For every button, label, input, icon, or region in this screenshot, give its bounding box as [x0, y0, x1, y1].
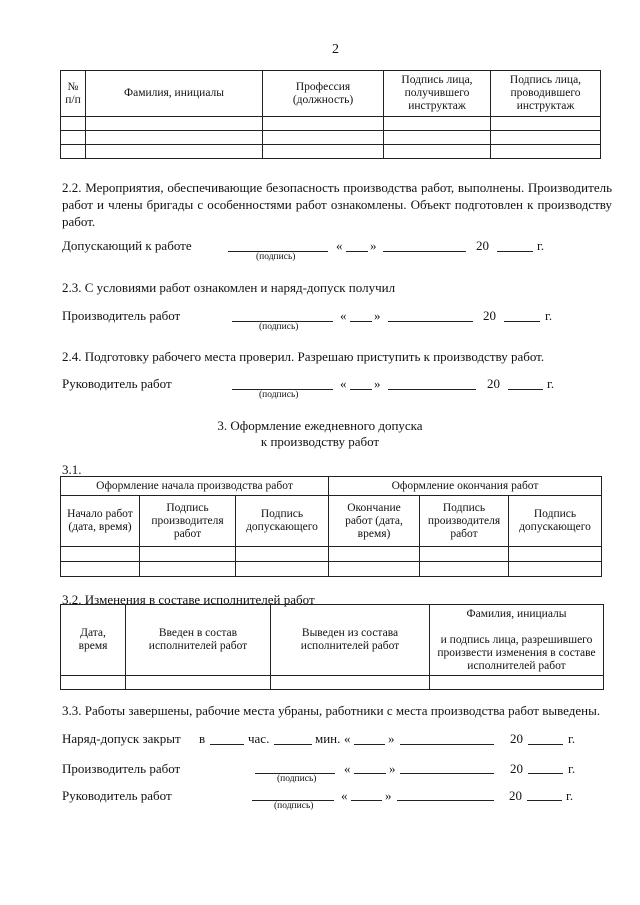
- quote-close: »: [385, 788, 392, 803]
- start-admitter-sign-header: Подпись допускающего: [236, 496, 329, 547]
- year-suffix: г.: [566, 788, 574, 803]
- month-field[interactable]: [400, 744, 494, 745]
- signature-caption: (подпись): [274, 801, 314, 811]
- month-field[interactable]: [400, 773, 494, 774]
- year-field[interactable]: [528, 744, 563, 745]
- signature-caption: (подпись): [277, 774, 317, 784]
- col-conducted-sign-header: Подпись лица, проводившего инструктаж: [491, 71, 601, 117]
- closed-label: Наряд-допуск закрыт: [62, 731, 181, 746]
- manager-label: Руководитель работ: [62, 376, 172, 391]
- quote-open: «: [340, 376, 347, 391]
- section-3-2-title: 3.2. Изменения в составе исполнителей работ: [62, 592, 315, 607]
- year-prefix: 20: [487, 376, 500, 391]
- end-group-header: Оформление окончания работ: [329, 477, 602, 496]
- section-2-4-text: 2.4. Подготовку рабочего места проверил. Разрешаю приступить к производству работ.: [62, 349, 545, 364]
- table-row: [61, 676, 604, 690]
- authorizer-header: Фамилия, инициалы и подпись лица, разрешившего произвести изменения в составе исполнителей работ: [430, 605, 604, 676]
- quote-close: »: [388, 731, 395, 746]
- quote-open: «: [344, 731, 351, 746]
- section-3-3-text: 3.3. Работы завершены, рабочие места убраны, работники с места производства работ выведены.: [62, 703, 601, 718]
- final-producer-label: Производитель работ: [62, 761, 181, 776]
- quote-close: »: [374, 376, 381, 391]
- signature-caption: (подпись): [259, 390, 299, 400]
- table-row: [61, 117, 601, 131]
- col-name-header: Фамилия, инициалы: [86, 71, 263, 117]
- signature-caption: (подпись): [259, 322, 299, 332]
- hours-label: час.: [248, 731, 270, 746]
- admitter-label: Допускающий к работе: [62, 238, 192, 253]
- year-prefix: 20: [483, 308, 496, 323]
- day-field[interactable]: [354, 744, 385, 745]
- producer-label: Производитель работ: [62, 308, 181, 323]
- end-producer-sign-header: Подпись производителя работ: [420, 496, 509, 547]
- day-field[interactable]: [350, 321, 372, 322]
- year-suffix: г.: [537, 238, 545, 253]
- added-header: Введен в состав исполнителей работ: [126, 605, 271, 676]
- year-field[interactable]: [527, 800, 562, 801]
- table-row: [61, 131, 601, 145]
- quote-close: »: [389, 761, 396, 776]
- year-prefix: 20: [510, 761, 523, 776]
- day-field[interactable]: [346, 251, 368, 252]
- day-field[interactable]: [351, 800, 382, 801]
- signature-caption: (подпись): [256, 252, 296, 262]
- change-datetime-header: Дата, время: [61, 605, 126, 676]
- quote-open: «: [336, 238, 343, 253]
- removed-header: Выведен из состава исполнителей работ: [271, 605, 430, 676]
- year-field[interactable]: [497, 251, 533, 252]
- end-datetime-header: Окончание работ (дата, время): [329, 496, 420, 547]
- year-field[interactable]: [504, 321, 540, 322]
- section-3-1-number: 3.1.: [62, 462, 82, 477]
- quote-open: «: [340, 308, 347, 323]
- year-prefix: 20: [510, 731, 523, 746]
- page-number: 2: [332, 42, 339, 57]
- year-suffix: г.: [568, 761, 576, 776]
- quote-open: «: [344, 761, 351, 776]
- year-field[interactable]: [508, 389, 543, 390]
- minutes-field[interactable]: [274, 744, 312, 745]
- day-field[interactable]: [350, 389, 372, 390]
- table-row: [61, 145, 601, 159]
- year-prefix: 20: [476, 238, 489, 253]
- quote-close: »: [374, 308, 381, 323]
- col-profession-header: Профессия (должность): [263, 71, 384, 117]
- table-row: [61, 547, 602, 562]
- day-field[interactable]: [354, 773, 386, 774]
- col-number-header: № п/п: [61, 71, 86, 117]
- year-prefix: 20: [509, 788, 522, 803]
- start-producer-sign-header: Подпись производителя работ: [140, 496, 236, 547]
- end-admitter-sign-header: Подпись допускающего: [509, 496, 602, 547]
- start-datetime-header: Начало работ (дата, время): [61, 496, 140, 547]
- daily-admission-table: [60, 476, 602, 577]
- section-2-2-text: 2.2. Мероприятия, обеспечивающие безопасность производства работ, выполнены. Производитель работ и члены бригады с особенностями работ ознакомлены. Объект подготовлен к производству работ.: [62, 180, 612, 229]
- hours-field[interactable]: [210, 744, 244, 745]
- section-3-subtitle: к производству работ: [260, 434, 380, 449]
- month-field[interactable]: [397, 800, 494, 801]
- minutes-label: мин.: [315, 731, 341, 746]
- year-field[interactable]: [528, 773, 563, 774]
- month-field[interactable]: [388, 389, 476, 390]
- section-3-title: 3. Оформление ежедневного допуска: [217, 418, 423, 433]
- briefing-table: [60, 70, 601, 159]
- year-suffix: г.: [547, 376, 555, 391]
- table-row: [61, 562, 602, 577]
- year-suffix: г.: [568, 731, 576, 746]
- final-manager-label: Руководитель работ: [62, 788, 172, 803]
- staff-changes-table: [60, 604, 604, 690]
- col-received-sign-header: Подпись лица, получившего инструктаж: [384, 71, 491, 117]
- month-field[interactable]: [388, 321, 473, 322]
- section-2-3-text: 2.3. С условиями работ ознакомлен и наряд-допуск получил: [62, 280, 396, 295]
- quote-close: »: [370, 238, 377, 253]
- start-group-header: Оформление начала производства работ: [61, 477, 329, 496]
- at-word: в: [199, 731, 206, 746]
- quote-open: «: [341, 788, 348, 803]
- year-suffix: г.: [545, 308, 553, 323]
- month-field[interactable]: [383, 251, 466, 252]
